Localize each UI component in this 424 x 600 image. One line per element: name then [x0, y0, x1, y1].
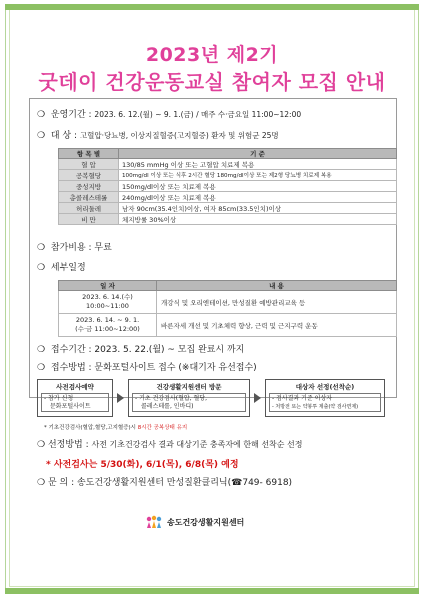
step-title: 대상자 선정(선착순) [295, 383, 355, 391]
schedule-content: 개강식 및 오리엔테이션, 만성질환 예방관리교육 등 [157, 291, 397, 314]
schedule-table [58, 280, 397, 337]
circle-bullet-icon: ❍ [37, 243, 46, 253]
schedule-row [37, 260, 86, 273]
title-line2: 굿데이 건강운동교실 참여자 모집 안내 [38, 70, 386, 94]
note-highlight: 8시간 공복상태 유지 [137, 425, 188, 431]
deadline-label: 접수기간 [50, 345, 86, 355]
criteria-item: 비 만 [59, 214, 119, 225]
schedule-date-line2: 10:00~11:00 [86, 302, 129, 310]
target-value: 고혈압·당뇨병, 이상지질혈증(고지혈증) 환자 및 위험군 25명 [79, 131, 279, 140]
circle-bullet-icon: ❍ [37, 363, 46, 373]
criteria-item: 총콜레스테롤 [59, 192, 119, 203]
table-row [59, 203, 397, 214]
period-row: ❍ 운영기간 : 2023. 6. 12.(월) ~ 9. 1.(금) / 매주 수·금요일 11:00~12:00 [37, 110, 302, 120]
step-box-3 [265, 379, 385, 417]
criteria-std: 체지방률 30%이상 [119, 214, 397, 225]
circle-bullet-icon: ❍ [37, 110, 46, 120]
selection-label: 선정방법 [47, 440, 83, 450]
step-line: 콜레스테롤, 인바디) [141, 403, 194, 410]
inquiry-row: ❍ 문 의 : 송도건강생활지원센터 만성질환클리닉(☎749- 6918) [37, 478, 293, 488]
pretest-notice: * 사전검사는 5/30(화), 6/1(목), 6/8(목) 예정 [46, 460, 239, 470]
fasting-note [44, 423, 187, 431]
criteria-item: 혈 압 [59, 159, 119, 170]
fee-row: ❍ 참가비용 : 무료 [37, 243, 112, 253]
criteria-std: 240mg/dl이상 또는 치료제 복용 [119, 192, 397, 203]
inquiry-label: 문 의 [47, 478, 69, 488]
top-green-bar [5, 4, 419, 10]
circle-bullet-icon: ❍ [37, 263, 46, 273]
title-line1: 2023년 제2기 [145, 44, 279, 66]
circle-bullet-icon: ❍ [37, 345, 46, 355]
step-body [269, 393, 381, 412]
table-row [59, 291, 397, 314]
criteria-std: 150mg/dl이상 또는 치료제 복용 [119, 181, 397, 192]
arrow-right-icon [117, 393, 124, 403]
table-row [59, 192, 397, 203]
fee-label: 참가비용 [50, 243, 86, 253]
circle-bullet-icon: ❍ [37, 440, 46, 450]
criteria-std: 남자 90cm(35.4인치)이상, 여자 85cm(33.5인치)이상 [119, 203, 397, 214]
deadline-row: ❍ 접수기간 : 2023. 5. 22.(월) ~ 모집 완료시 까지 [37, 345, 245, 355]
selection-row: ❍ 선정방법 : 사전 기초건강검사 결과 대상기준 충족자에 한해 선착순 선정 [37, 440, 303, 450]
step-line: - 검사결과 기준 이상자 [272, 395, 333, 402]
step-box-1 [37, 379, 113, 417]
step-line: - 처방전 또는 약봉투 제출(약 검사면제) [272, 404, 359, 410]
criteria-std: 130/85 mmHg 이상 또는 고혈압 치료제 복용 [119, 159, 397, 170]
org-name: 송도건강생활지원센터 [167, 518, 245, 527]
step-body [41, 393, 109, 412]
criteria-std: 100mg/dl 이상 또는 식후 2시간 혈당 180mg/dl이상 또는 제2형 당뇨병 치료제 복용 [119, 170, 397, 181]
schedule-date-line1: 2023. 6. 14. ~ 9. 1. [75, 316, 140, 324]
selection-value: 사전 기초건강검사 결과 대상기준 충족자에 한해 선착순 선정 [91, 440, 303, 449]
deadline-value: 2023. 5. 22.(월) ~ 모집 완료시 까지 [94, 345, 245, 355]
arrow-right-icon [254, 393, 261, 403]
schedule-content: 바른자세 개선 및 기초체력 향상, 근력 및 근지구력 운동 [157, 314, 397, 337]
schedule-label: 세부일정 [50, 263, 86, 273]
step-body [132, 393, 246, 412]
bottom-green-bar [5, 588, 419, 594]
method-label: 접수방법 [50, 363, 86, 373]
schedule-date [59, 291, 157, 314]
target-row: ❍ 대 상 : 고혈압·당뇨병, 이상지질혈증(고지혈증) 환자 및 위험군 25명 [37, 131, 279, 141]
table-row [59, 181, 397, 192]
step-line: - 기초 건강검사(혈압, 혈당, [135, 395, 208, 402]
schedule-date-line1: 2023. 6. 14.(수) [82, 293, 133, 301]
step-line: - 참가 신청 [44, 395, 74, 402]
circle-bullet-icon: ❍ [37, 478, 46, 488]
criteria-item: 허리둘레 [59, 203, 119, 214]
step-title: 사전검사예약 [56, 383, 94, 391]
schedule-date [59, 314, 157, 337]
fee-value: 무료 [94, 243, 112, 253]
table-row [59, 214, 397, 225]
period-value: 2023. 6. 12.(월) ~ 9. 1.(금) / 매주 수·금요일 11:00~12:00 [94, 110, 302, 119]
schedule-date-line2: (수·금 11:00~12:00) [75, 325, 140, 333]
method-value: 문화포털사이트 접수 (※대기자 유선접수) [94, 363, 257, 373]
schedule-header-date: 일 자 [59, 281, 157, 291]
schedule-header-content: 내 용 [157, 281, 397, 291]
criteria-table [58, 148, 397, 225]
target-label: 대 상 [50, 131, 72, 141]
method-row: ❍ 접수방법 : 문화포털사이트 접수 (※대기자 유선접수) [37, 363, 257, 373]
center-logo-icon [145, 515, 163, 530]
step-box-2 [128, 379, 250, 417]
inquiry-value: 송도건강생활지원센터 만성질환클리닉(☎749- 6918) [76, 478, 293, 488]
step-title: 건강생활지원센터 방문 [156, 383, 222, 391]
criteria-header-std: 기 준 [119, 149, 397, 159]
table-row [59, 159, 397, 170]
table-row [59, 314, 397, 337]
note-prefix: * 기초건강검사(혈압,혈당,고지혈증)시 [44, 425, 138, 431]
criteria-item: 공복혈당 [59, 170, 119, 181]
criteria-item: 중성지방 [59, 181, 119, 192]
table-row [59, 170, 397, 181]
circle-bullet-icon: ❍ [37, 131, 46, 141]
step-line: 문화포털사이트 [50, 403, 91, 410]
period-label: 운영기간 [50, 110, 86, 120]
criteria-header-item: 항 목 별 [59, 149, 119, 159]
